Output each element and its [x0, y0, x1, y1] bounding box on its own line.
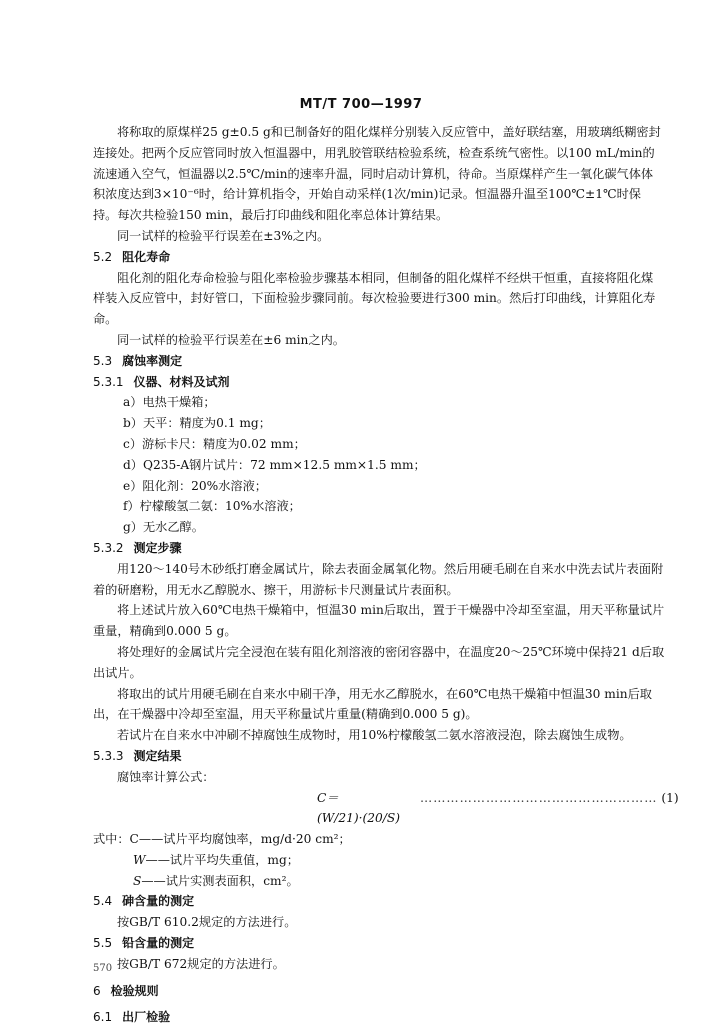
document-body	[93, 122, 679, 1028]
section-heading-5-3	[93, 351, 665, 372]
list-item: b）天平：精度为0.1 mg；	[123, 416, 271, 431]
section-heading-5-3-3	[93, 746, 665, 767]
formula-expression: C＝(W/21)·(20/S)	[317, 790, 400, 826]
paragraph-step-3: 将处理好的金属试片完全浸泡在装有阻化剂溶液的密闭容器中，在温度20～25℃环境中保持21 d后取出试片。	[93, 644, 665, 680]
section-title: 铅含量的测定	[122, 936, 195, 951]
variable-symbol: W	[133, 852, 146, 867]
formula-where-clause: 式中：C——试片平均腐蚀率，mg/d·20 cm²；	[93, 832, 351, 847]
list-item: e）阻化剂：20%水溶液；	[123, 478, 267, 493]
section-number: 6	[93, 983, 101, 998]
formula-leader-dots: ………………………………………………	[420, 790, 658, 805]
section-heading-5-4	[93, 891, 665, 912]
variable-definition	[93, 850, 665, 871]
paragraph-step-1: 用120～140号木砂纸打磨金属试片，除去表面金属氧化物。然后用硬毛刷在自来水中洗去试片表面附着的研磨粉，用无水乙醇脱水、擦干，用游标卡尺测量试片表面积。	[93, 561, 664, 597]
section-number: 5.3.2	[93, 540, 124, 555]
list-item: c）游标卡尺：精度为0.02 mm；	[123, 436, 306, 451]
section-title: 仪器、材料及试剂	[133, 374, 230, 389]
page-number: 570	[93, 963, 113, 974]
section-number: 5.5	[93, 936, 113, 951]
paragraph-formula-intro: 腐蚀率计算公式：	[117, 769, 215, 784]
variable-description: ——试片实测表面积，cm²。	[141, 873, 299, 888]
section-number: 6.1	[93, 1010, 113, 1025]
section-heading-5-3-2	[93, 538, 665, 559]
section-title: 检验规则	[110, 983, 159, 998]
paragraph-arsenic-method: 按GB/T 610.2规定的方法进行。	[117, 915, 297, 930]
section-title: 测定步骤	[133, 540, 182, 555]
section-title: 测定结果	[133, 748, 182, 763]
paragraph-procedure: 将称取的原煤样25 g±0.5 g和已制备好的阻化煤样分别装入反应管中，盖好联结塞，用玻璃纸糊密封连接处。把两个反应管同时放入恒温器中，用乳胶管联结检验系统，检查系统气密性。以100 mL/min的流速通入空气，恒温器以2.5℃/min的速率升温，同时启动计算机，待命。当原煤样产生一氧化碳气体体积浓度达到3×10⁻⁶时，给计算机指令，开始自动采样(1次/min)记录。恒温器升温至100℃±1℃时保持。每次共检验150 min，最后打印曲线和阻化率总体计算结果。	[93, 125, 661, 223]
section-title: 腐蚀率测定	[122, 353, 183, 368]
section-heading-5-5	[93, 933, 665, 954]
section-title: 砷含量的测定	[122, 894, 195, 909]
section-number: 5.3.3	[93, 748, 124, 763]
page-header: MT/T 700—1997	[299, 97, 423, 112]
list-item: g）无水乙醇。	[123, 520, 204, 535]
paragraph-step-5: 若试片在自来水中冲刷不掉腐蚀生成物时，用10%柠檬酸氢二氨水溶液浸泡，除去腐蚀生成物。	[117, 728, 632, 743]
paragraph-tolerance-2: 同一试样的检验平行误差在±6 min之内。	[117, 332, 345, 347]
section-heading-6	[93, 981, 665, 1002]
section-number: 5.2	[93, 249, 113, 264]
section-title: 阻化寿命	[122, 249, 171, 264]
list-item: d）Q235-A钢片试片：72 mm×12.5 mm×1.5 mm；	[123, 457, 426, 472]
section-number: 5.3	[93, 353, 113, 368]
variable-symbol: S	[133, 873, 142, 888]
paragraph-tolerance-1: 同一试样的检验平行误差在±3%之内。	[117, 228, 330, 243]
section-number: 5.4	[93, 894, 113, 909]
section-number: 5.3.1	[93, 374, 124, 389]
paragraph-step-2: 将上述试片放入60℃电热干燥箱中，恒温30 min后取出，置于干燥器中冷却至室温，用天平称量试片重量，精确到0.000 5 g。	[93, 603, 665, 639]
variable-definition	[93, 871, 665, 892]
paragraph-lead-method: 按GB/T 672规定的方法进行。	[117, 956, 285, 971]
paragraph-step-4: 将取出的试片用硬毛刷在自来水中刷干净，用无水乙醇脱水，在60℃电热干燥箱中恒温30 min后取出，在干燥器中冷却至室温，用天平称量试片重量(精确到0.000 5 g)。	[93, 686, 652, 722]
list-item: a）电热干燥箱；	[123, 395, 216, 410]
equipment-list	[93, 392, 665, 538]
section-heading-5-3-1	[93, 372, 665, 393]
paragraph-life-test: 阻化剂的阻化寿命检验与阻化率检验步骤基本相同，但制备的阻化煤样不经烘干恒重，直接将阻化煤样装入反应管中，封好管口，下面检验步骤同前。每次检验要进行300 min。然后打印曲线，计算阻化寿命。	[93, 270, 656, 327]
variable-description: ——试片平均失重值，mg；	[145, 852, 299, 867]
equation-number: (1)	[661, 790, 679, 805]
section-heading-6-1	[93, 1007, 665, 1028]
corrosion-formula	[93, 788, 679, 830]
section-heading-5-2	[93, 247, 665, 268]
section-title: 出厂检验	[122, 1010, 171, 1025]
list-item: f）柠檬酸氢二氨：10%水溶液；	[123, 499, 301, 514]
